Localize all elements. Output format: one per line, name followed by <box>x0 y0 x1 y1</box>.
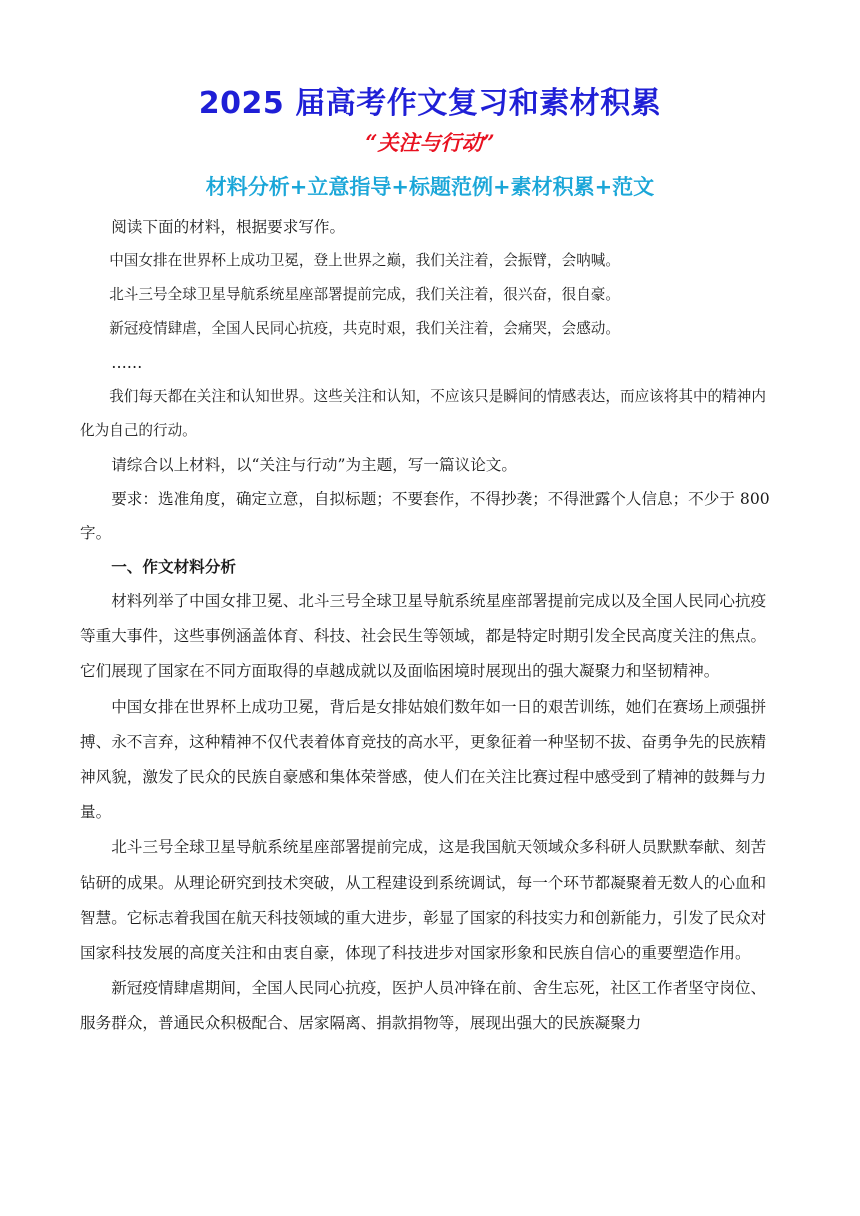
document-subtitle: “关注与行动” <box>365 130 495 155</box>
prompt-ellipsis: …… <box>111 354 143 372</box>
analysis-paragraph: 新冠疫情肆虐期间，全国人民同心抗疫，医护人员冲锋在前、舍生忘死，社区工作者坚守岗位、服务群众，普通民众积极配合、居家隔离、捐款捐物等，展现出强大的民族凝聚力 <box>80 979 767 1033</box>
document-contents-line: 材料分析+立意指导+标题范例+素材积累+范文 <box>205 175 655 199</box>
prompt-material-item: 新冠疫情肆虐，全国人民同心抗疫，共克时艰，我们关注着，会痛哭，会感动。 <box>109 320 620 337</box>
prompt-intro: 阅读下面的材料，根据要求写作。 <box>111 218 346 236</box>
analysis-paragraph: 北斗三号全球卫星导航系统星座部署提前完成，这是我国航天领域众多科研人员默默奉献、刻苦钻研的成果。从理论研究到技术突破，从工程建设到系统调试，每一个环节都凝聚着无数人的心血和智慧。它标志着我国在航天科技领域的重大进步，彰显了国家的科技实力和创新能力，引发了民众对国家科技发展的高度关注和由衷自豪，体现了科技进步对国家形象和民族自信心的重要塑造作用。 <box>80 838 767 963</box>
prompt-instruction: 请综合以上材料，以“关注与行动”为主题，写一篇议论文。 <box>111 456 517 474</box>
analysis-paragraph: 材料列举了中国女排卫冕、北斗三号全球卫星导航系统星座部署提前完成以及全国人民同心抗疫等重大事件，这些事例涵盖体育、科技、社会民生等领域，都是特定时期引发全民高度关注的焦点。它们展现了国家在不同方面取得的卓越成就以及面临困境时展现出的强大凝聚力和坚韧精神。 <box>80 592 767 681</box>
prompt-requirement: 要求：选准角度，确定立意，自拟标题；不要套作，不得抄袭；不得泄露个人信息；不少于 800 字。 <box>80 490 770 542</box>
prompt-material-item: 中国女排在世界杯上成功卫冕，登上世界之巅，我们关注着，会振臂，会呐喊。 <box>109 252 620 269</box>
section-heading: 一、作文材料分析 <box>111 558 236 576</box>
analysis-paragraph: 中国女排在世界杯上成功卫冕，背后是女排姑娘们数年如一日的艰苦训练，她们在赛场上顽强拼搏、永不言弃，这种精神不仅代表着体育竞技的高水平，更象征着一种坚韧不拔、奋勇争先的民族精神风貌，激发了民众的民族自豪感和集体荣誉感，使人们在关注比赛过程中感受到了精神的鼓舞与力量。 <box>80 697 767 822</box>
writing-prompt <box>80 210 780 550</box>
prompt-material-item: 北斗三号全球卫星导航系统星座部署提前完成，我们关注着，很兴奋，很自豪。 <box>109 286 620 303</box>
document-title: 2025 届高考作文复习和素材积累 <box>198 86 662 121</box>
prompt-material-paragraph: 我们每天都在关注和认知世界。这些关注和认知，不应该只是瞬间的情感表达，而应该将其中的精神内化为自己的行动。 <box>80 388 766 439</box>
analysis-section <box>80 584 780 1042</box>
